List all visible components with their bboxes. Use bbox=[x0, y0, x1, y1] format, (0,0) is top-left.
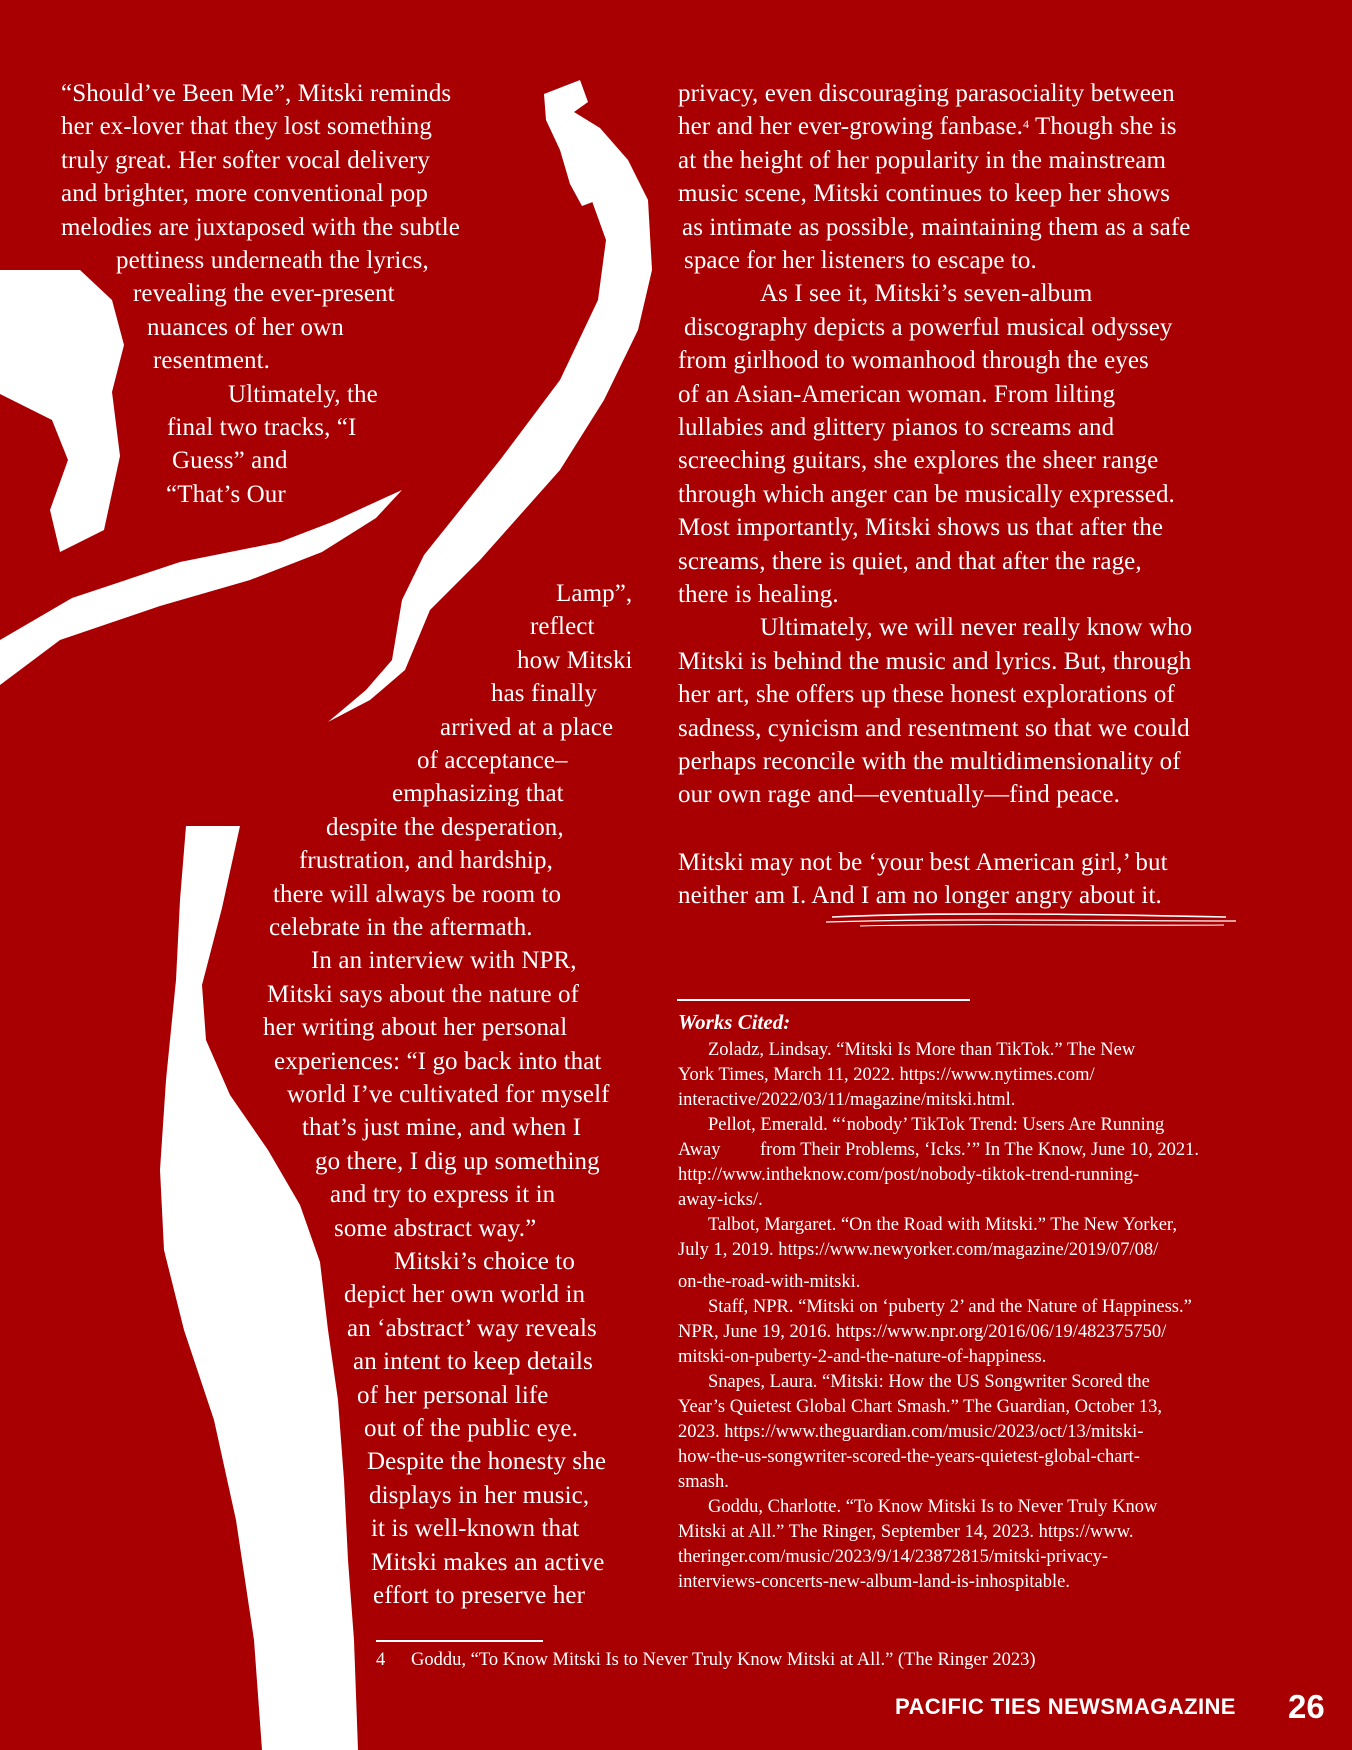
left-column-line: depict her own world in bbox=[344, 1281, 586, 1309]
left-column-line: revealing the ever-present bbox=[133, 280, 395, 308]
underlined-closing-sentence: And I am no longer angry about it. bbox=[811, 882, 1162, 909]
citation-line: Year’s Quietest Global Chart Smash.” The Guardian, October 13, bbox=[678, 1397, 1162, 1417]
footnote-number: 4 bbox=[376, 1650, 386, 1670]
right-column-line: music scene, Mitski continues to keep her shows bbox=[678, 180, 1171, 208]
left-column-line: an ‘abstract’ way reveals bbox=[347, 1314, 597, 1342]
citation-line: smash. bbox=[678, 1472, 729, 1492]
citation-line: Staff, NPR. “Mitski on ‘puberty 2’ and the Nature of Happiness.” bbox=[708, 1297, 1192, 1317]
left-column-line: it is well-known that bbox=[371, 1515, 580, 1543]
right-column-line: lullabies and glittery pianos to screams and bbox=[678, 414, 1115, 441]
left-column-line: Mitski makes an active bbox=[371, 1548, 605, 1576]
left-column-line: experiences: “I go back into that bbox=[274, 1047, 602, 1075]
left-column-line: has finally bbox=[491, 680, 597, 708]
left-column-line: out of the public eye. bbox=[364, 1415, 578, 1442]
right-column-line: privacy, even discouraging parasociality between bbox=[678, 80, 1175, 107]
left-column-line: Lamp”, bbox=[556, 580, 633, 607]
right-column-line: at the height of her popularity in the mainstream bbox=[678, 146, 1167, 174]
right-column-line: space for her listeners to escape to. bbox=[684, 247, 1037, 274]
left-column-line: melodies are juxtaposed with the subtle bbox=[61, 213, 460, 241]
right-column-line: perhaps reconcile with the multidimensionality of bbox=[678, 748, 1181, 775]
left-column-line: an intent to keep details bbox=[353, 1348, 593, 1376]
left-column-line: final two tracks, “I bbox=[167, 414, 357, 441]
left-column-line: and try to express it in bbox=[330, 1181, 556, 1209]
works-cited-heading: Works Cited: bbox=[678, 1010, 791, 1034]
citation-line: Zoladz, Lindsay. “Mitski Is More than TikTok.” The New bbox=[708, 1040, 1136, 1060]
citation-line: York Times, March 11, 2022. https://www.nytimes.com/ bbox=[678, 1065, 1095, 1085]
left-column-line: of her personal life bbox=[357, 1381, 549, 1409]
citation-line: NPR, June 19, 2016. https://www.npr.org/2016/06/19/482375750/ bbox=[678, 1322, 1167, 1342]
left-column-line: despite the desperation, bbox=[326, 813, 564, 841]
left-column-line: how Mitski bbox=[517, 646, 633, 674]
left-column-line: pettiness underneath the lyrics, bbox=[116, 247, 429, 274]
left-column-line: resentment. bbox=[153, 347, 271, 375]
left-column-line: emphasizing that bbox=[392, 780, 564, 808]
left-column-line: that’s just mine, and when I bbox=[302, 1114, 582, 1142]
left-column-line: “Should’ve Been Me”, Mitski reminds bbox=[61, 80, 452, 107]
right-column-line: our own rage and—eventually—find peace. bbox=[678, 781, 1120, 809]
left-column-line: displays in her music, bbox=[369, 1481, 590, 1509]
left-column-line: Mitski’s choice to bbox=[394, 1248, 575, 1275]
left-column-line: Ultimately, the bbox=[228, 380, 378, 408]
works-cited-rule bbox=[677, 999, 970, 1001]
left-column-line: there will always be room to bbox=[273, 880, 562, 908]
left-column-line: frustration, and hardship, bbox=[299, 847, 553, 875]
right-column-line: there is healing. bbox=[678, 581, 839, 608]
citation-line: Goddu, Charlotte. “To Know Mitski Is to Never Truly Know bbox=[708, 1497, 1158, 1517]
left-column-line: of acceptance– bbox=[417, 747, 568, 774]
left-column-line: her ex-lover that they lost something bbox=[61, 113, 432, 141]
citation-line: Away bbox=[678, 1140, 721, 1160]
closing-line-2: neither am I. And I am no longer angry about it. bbox=[678, 882, 1162, 909]
citation-line: away-icks/. bbox=[678, 1190, 763, 1210]
citation-line: mitski-on-puberty-2-and-the-nature-of-happiness. bbox=[678, 1347, 1047, 1367]
citation-line: Snapes, Laura. “Mitski: How the US Songwriter Scored the bbox=[708, 1372, 1150, 1392]
right-column-line: screeching guitars, she explores the sheer range bbox=[678, 447, 1159, 475]
left-column-line: reflect bbox=[530, 613, 595, 641]
right-column-line: screams, there is quiet, and that after the rage, bbox=[678, 547, 1142, 575]
left-column-line: Guess” and bbox=[172, 447, 288, 475]
page-number: 26 bbox=[1288, 1688, 1325, 1725]
citation-line: interactive/2022/03/11/magazine/mitski.html. bbox=[678, 1090, 1016, 1110]
footnote-marker: 4 bbox=[1023, 117, 1030, 132]
citation-line: Mitski at All.” The Ringer, September 14, 2023. https://www. bbox=[678, 1522, 1134, 1542]
citation-line: theringer.com/music/2023/9/14/23872815/mitski-privacy- bbox=[678, 1547, 1109, 1567]
citation-line: how-the-us-songwriter-scored-the-years-quietest-global-chart- bbox=[678, 1447, 1140, 1467]
right-column-line: of an Asian-American woman. From lilting bbox=[678, 380, 1116, 408]
right-column-line: Mitski is behind the music and lyrics. But, through bbox=[678, 647, 1192, 675]
left-column-line: Despite the honesty she bbox=[367, 1448, 607, 1476]
right-column-line: Most importantly, Mitski shows us that after the bbox=[678, 514, 1164, 542]
citation-line: Talbot, Margaret. “On the Road with Mitski.” The New Yorker, bbox=[708, 1215, 1177, 1235]
right-column-line: Ultimately, we will never really know who bbox=[760, 614, 1193, 642]
left-column-line: world I’ve cultivated for myself bbox=[287, 1081, 610, 1108]
citation-line: from Their Problems, ‘Icks.’” In The Know, June 10, 2021. bbox=[760, 1140, 1199, 1160]
left-column-line: nuances of her own bbox=[147, 313, 344, 341]
citation-line: 2023. https://www.theguardian.com/music/2023/oct/13/mitski- bbox=[678, 1422, 1144, 1442]
publication-name: PACIFIC TIES NEWSMAGAZINE bbox=[895, 1694, 1236, 1719]
left-column-line: “That’s Our bbox=[166, 480, 286, 508]
citation-line: interviews-concerts-new-album-land-is-inhospitable. bbox=[678, 1572, 1070, 1592]
left-column-line: and brighter, more conventional pop bbox=[61, 180, 428, 208]
left-column-line: arrived at a place bbox=[440, 713, 614, 741]
right-column-line: sadness, cynicism and resentment so that we could bbox=[678, 714, 1190, 742]
left-column-line: effort to preserve her bbox=[373, 1582, 586, 1609]
hand-drawn-underline bbox=[820, 908, 1240, 930]
footnote bbox=[376, 1648, 1036, 1672]
left-column-line: In an interview with NPR, bbox=[311, 947, 577, 975]
closing-line-1: Mitski may not be ‘your best American girl,’ but bbox=[678, 849, 1168, 876]
right-column-line: As I see it, Mitski’s seven-album bbox=[760, 280, 1093, 308]
left-column-line: celebrate in the aftermath. bbox=[269, 914, 533, 941]
right-column-line: her and her ever-growing fanbase.$^4$ Though she is bbox=[678, 113, 1177, 141]
left-column-line: her writing about her personal bbox=[263, 1014, 568, 1042]
left-column-line: some abstract way.” bbox=[334, 1214, 537, 1242]
right-column-line: her art, she offers up these honest explorations of bbox=[678, 681, 1175, 709]
left-column-line: go there, I dig up something bbox=[315, 1147, 600, 1175]
right-column-line: through which anger can be musically expressed. bbox=[678, 480, 1175, 508]
right-column-line: discography depicts a powerful musical odyssey bbox=[684, 313, 1173, 341]
citation-line: July 1, 2019. https://www.newyorker.com/magazine/2019/07/08/ bbox=[678, 1240, 1159, 1260]
citation-line: on-the-road-with-mitski. bbox=[678, 1272, 861, 1292]
left-column-line: truly great. Her softer vocal delivery bbox=[61, 146, 430, 174]
right-column-line: as intimate as possible, maintaining them as a safe bbox=[682, 213, 1191, 241]
footnote-rule bbox=[376, 1640, 543, 1642]
citation-line: Pellot, Emerald. “‘nobody’ TikTok Trend: Users Are Running bbox=[708, 1115, 1165, 1135]
right-column-line: from girlhood to womanhood through the eyes bbox=[678, 347, 1149, 375]
left-column-line: Mitski says about the nature of bbox=[267, 980, 580, 1008]
footnote-text: Goddu, “To Know Mitski Is to Never Truly Know Mitski at All.” (The Ringer 2023) bbox=[411, 1650, 1036, 1670]
citation-line: http://www.intheknow.com/post/nobody-tiktok-trend-running- bbox=[678, 1165, 1140, 1185]
